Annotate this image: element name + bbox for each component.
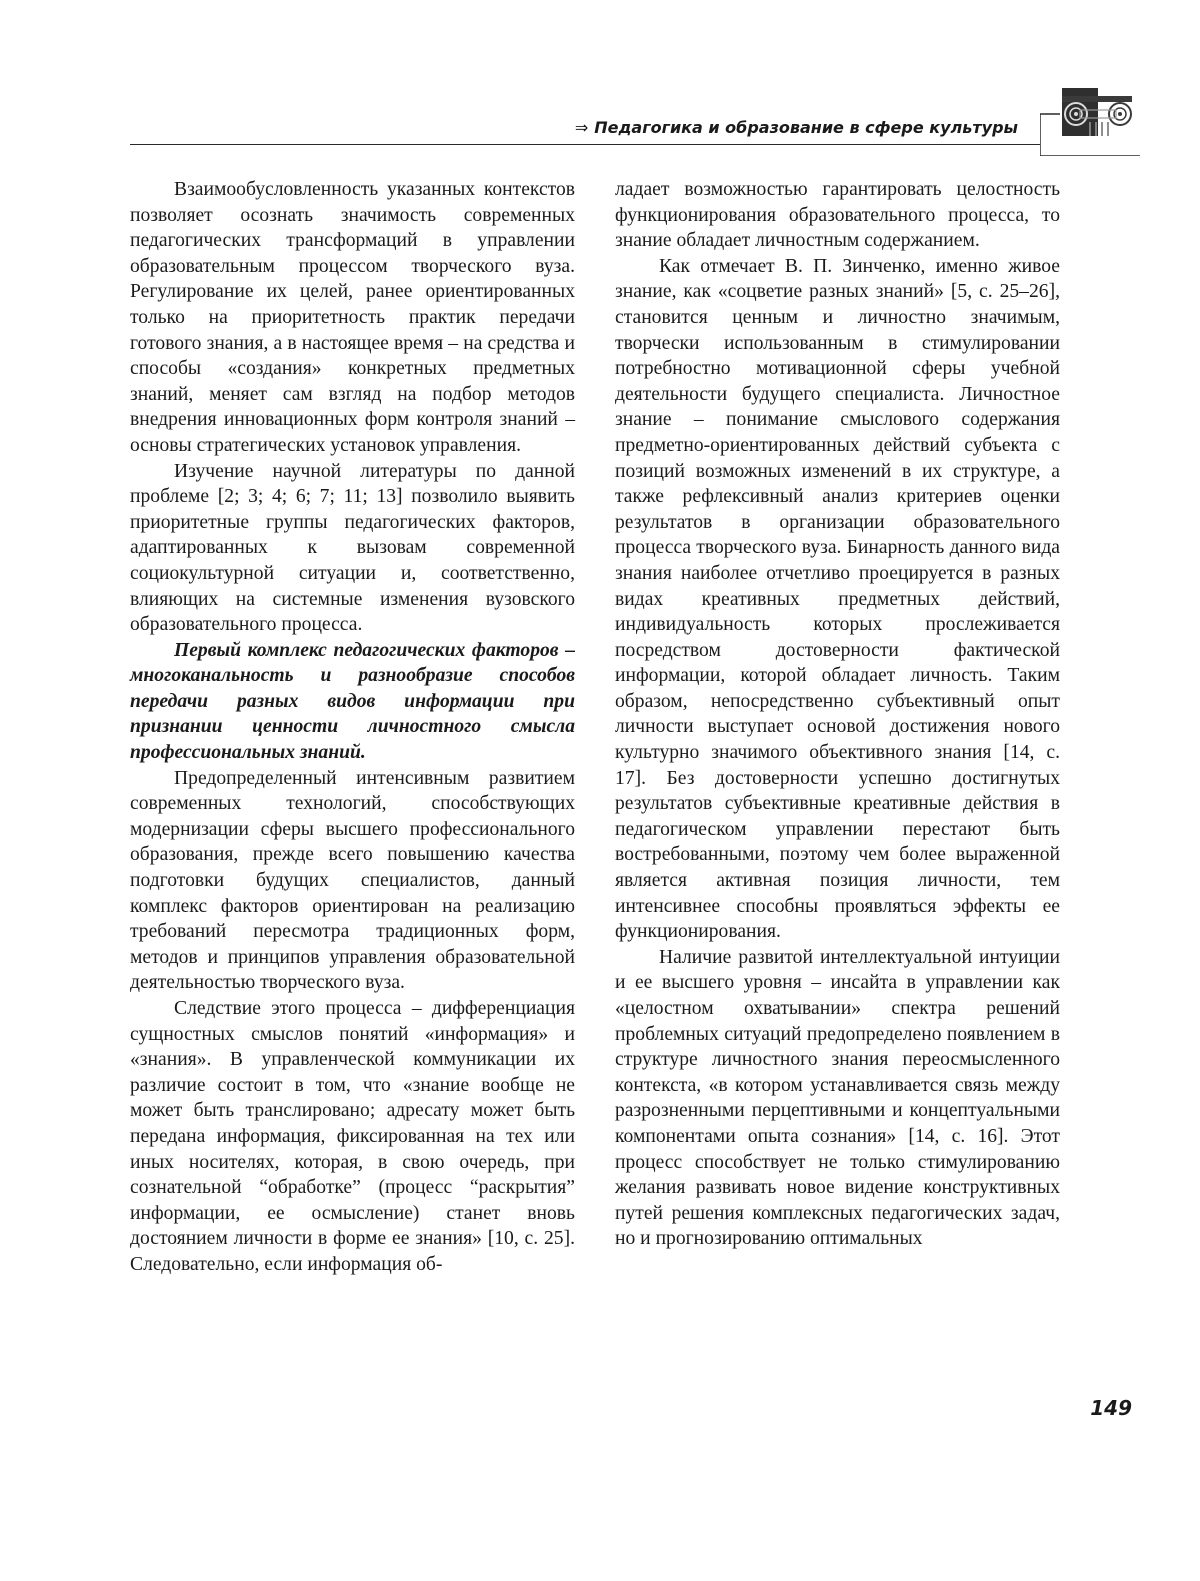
- paragraph: Наличие развитой интеллектуальной интуиции и ее высшего уровня – инсайта в управлении как «целостном охватывании» спектра решений проблемных ситуаций предопределено появлением в структуре личностного знания переосмысленного контекста, «в котором устанавливается связь между разрозненными перцептивными и концептуальными компонентами опыта сознания» [14, с. 16]. Этот процесс способствует не только стимулированию желания развивать новое видение конструктивных путей решения комплексных педагогических задач, но и прогнозированию оптимальных: [615, 946, 1060, 1250]
- section-title-text: Педагогика и образование в сфере культуры: [594, 118, 1018, 137]
- right-column: [615, 177, 1060, 1252]
- section-title: [575, 118, 1018, 137]
- emphasis-paragraph: Первый комплекс педагогических факторов – многоканальность и разнообразие способов передачи разных видов информации при признании ценности личностного смысла профессиональных знаний.: [130, 639, 575, 764]
- paragraph: Как отмечает В. П. Зинченко, именно живое знание, как «соцветие разных знаний» [5, с. 25–26], становится ценным и личностно значимым, творчески использованным в стимулировании потребностно мотивационной сферы учебной деятельности будущего специалиста. Личностное знание – понимание смыслового содержания предметно-ориентированных действий субъекта с позиций возможных изменений в их структуре, а также рефлексивный анализ критериев оценки результатов в организации образовательного процесса творческого вуза. Бинарность данного вида знания наиболее отчетливо проецируется в разных видах креативных предметных действий, индивидуальность которых прослеживается посредством достоверности фактической информации, которой обладает личность. Таким образом, непосредственно субъективный опыт личности выступает основой достижения нового культурно значимого объективного знания [14, с. 17]. Без достоверности успешно достигнутых результатов субъективные креативные действия в педагогическом управлении перестают быть востребованными, поэтому чем более выраженной является активная позиция личности, тем интенсивнее способны проявляться эффекты ее функционирования.: [615, 255, 1060, 943]
- left-column: [130, 177, 575, 1278]
- paragraph: Предопределенный интенсивным развитием современных технологий, способствующих модернизации сферы высшего профессионального образования, прежде всего повышению качества подготовки будущих специалистов, данный комплекс факторов ориентирован на реализацию требований пересмотра традиционных форм, методов и принципов управления образовательной деятельностью творческого вуза.: [130, 767, 575, 994]
- ionic-capital-icon: [1040, 88, 1140, 156]
- paragraph: Следствие этого процесса – дифференциация сущностных смыслов понятий «информация» и «знания». В управленческой коммуникации их различие состоит в том, что «знание вообще не может быть транслировано; адресату может быть передана информация, фиксированная на тех или иных носителях, которая, в свою очередь, при сознательной “обработке” (процесс “раскрытия” информации, ее осмысление) станет вновь достоянием личности в форме ее знания» [10, с. 25]. Следовательно, если информация об-: [130, 998, 575, 1275]
- paragraph: Взаимообусловленность указанных контекстов позволяет осознать значимость современных педагогических трансформаций в управлении образовательным процессом творческого вуза. Регулирование их целей, ранее ориентированных только на приоритетность практик передачи готового знания, а в настоящее время – на средства и способы «создания» конкретных предметных знаний, меняет сам взгляд на подбор методов внедрения инновационных форм контроля знаний – основы стратегических установок управления.: [130, 179, 575, 456]
- page-number: 149: [1090, 1396, 1132, 1420]
- paragraph: Изучение научной литературы по данной проблеме [2; 3; 4; 6; 7; 11; 13] позволило выявить приоритетные группы педагогических факторов, адаптированных к вызовам современной социокультурной ситуации и, соответственно, влияющих на системные изменения вузовского образовательного процесса.: [130, 460, 575, 636]
- paragraph: ладает возможностью гарантировать целостность функционирования образовательного процесса, то знание обладает личностным содержанием.: [615, 179, 1060, 252]
- running-header: [130, 104, 1040, 145]
- double-arrow-icon: ⇒: [574, 118, 589, 137]
